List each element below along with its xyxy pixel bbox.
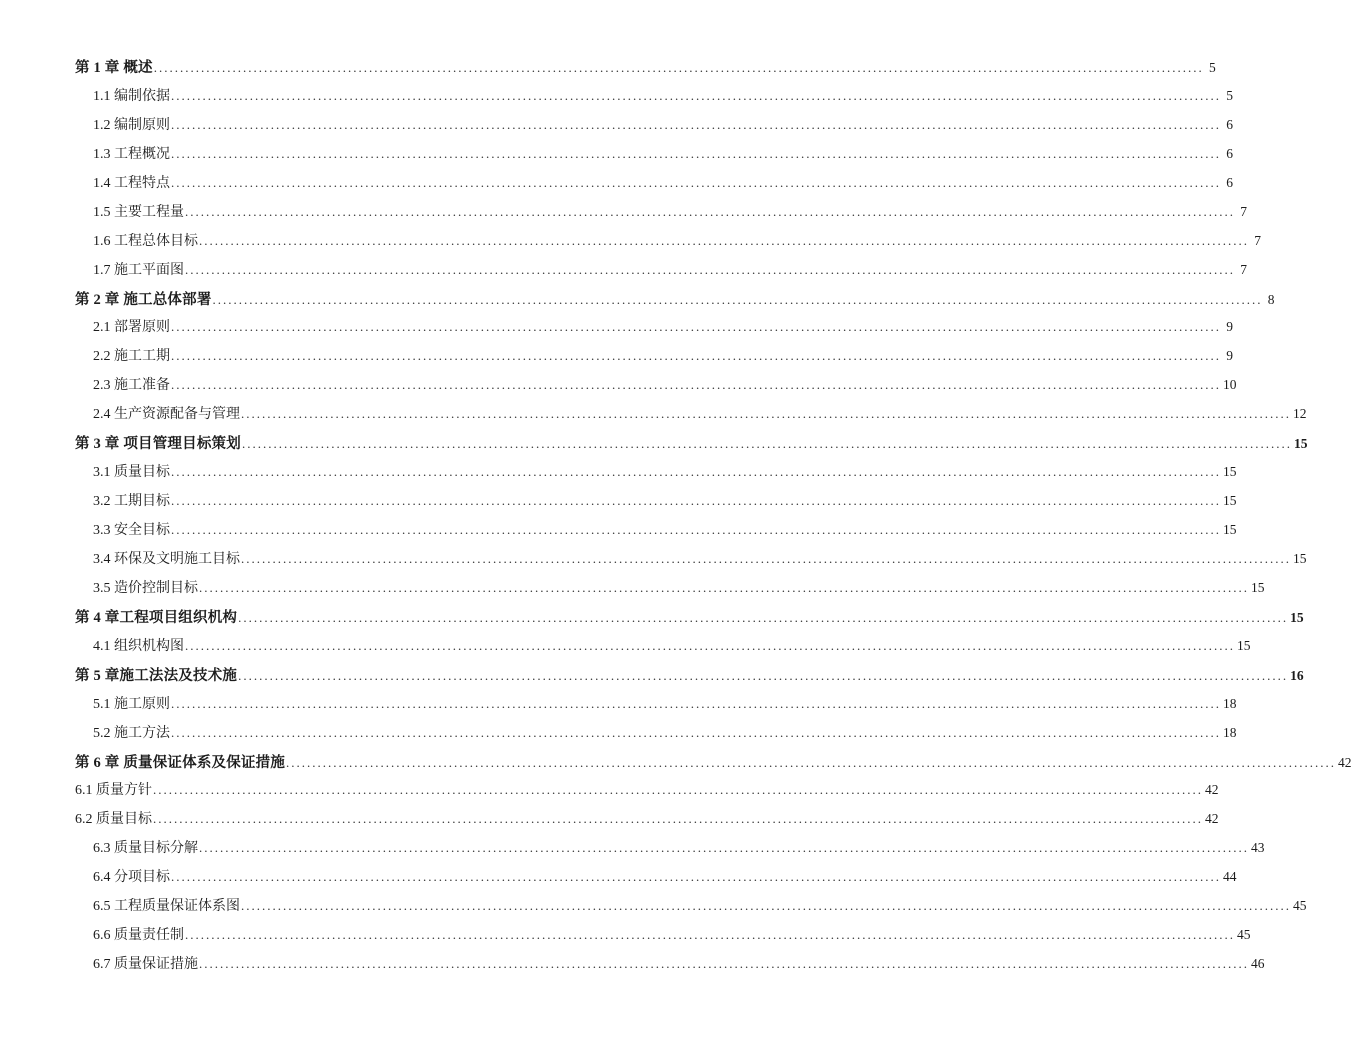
toc-entry-label: 6.5 工程质量保证体系图 xyxy=(93,899,240,915)
dot-leader: ........................................................................................................................................................................................................ xyxy=(171,145,1221,161)
toc-entry-label: 3.3 安全目标 xyxy=(93,523,170,538)
dot-leader: ........................................................................................................................................................................................................ xyxy=(171,724,1221,740)
toc-entry-label: 2.4 生产资源配备与管理 xyxy=(93,407,240,423)
toc-entry[interactable] xyxy=(75,141,1233,170)
toc-entry-page: 15 xyxy=(1223,493,1237,509)
toc-entry[interactable] xyxy=(75,864,1237,893)
toc-entry-page: 15 xyxy=(1293,436,1308,452)
toc-entry[interactable] xyxy=(75,691,1237,720)
toc-entry[interactable] xyxy=(75,199,1247,228)
toc-entry-label: 1.7 施工平面图 xyxy=(93,262,184,278)
toc-entry[interactable] xyxy=(75,112,1233,141)
dot-leader: ........................................................................................................................................................................................................ xyxy=(171,348,1221,364)
dot-leader: ........................................................................................................................................................................................................ xyxy=(212,291,1263,307)
dot-leader: ........................................................................................................................................................................................................ xyxy=(241,436,1292,452)
toc-entry[interactable] xyxy=(75,806,1219,835)
toc-entry[interactable] xyxy=(75,575,1265,604)
dot-leader: ........................................................................................................................................................................................................ xyxy=(171,493,1221,509)
toc-entry[interactable] xyxy=(75,54,1216,83)
toc-entry-page: 16 xyxy=(1290,667,1304,683)
toc-entry-label: 1.5 主要工程量 xyxy=(93,204,184,220)
toc-entry-label: 1.6 工程总体目标 xyxy=(93,233,198,249)
toc-entry[interactable] xyxy=(75,459,1237,488)
toc-entry[interactable] xyxy=(75,343,1233,372)
toc-entry-label: 6.4 分项目标 xyxy=(93,870,170,886)
toc-entry-page: 15 xyxy=(1251,579,1265,595)
toc-entry[interactable] xyxy=(75,922,1251,951)
toc-entry-label: 第 3 章 项目管理目标策划 xyxy=(75,436,241,453)
dot-leader: ........................................................................................................................................................................................................ xyxy=(153,782,1203,798)
toc-entry-page: 42 xyxy=(1205,782,1219,798)
dot-leader: ........................................................................................................................................................................................................ xyxy=(199,956,1249,972)
dot-leader: ........................................................................................................................................................................................................ xyxy=(171,116,1221,132)
dot-leader: ........................................................................................................................................................................................................ xyxy=(185,203,1235,219)
dot-leader: ........................................................................................................................................................................................................ xyxy=(199,579,1249,595)
toc-entry-page: 15 xyxy=(1293,550,1307,566)
toc-entry[interactable] xyxy=(75,633,1251,662)
dot-leader: ........................................................................................................................................................................................................ xyxy=(286,754,1337,770)
toc-entry[interactable] xyxy=(75,604,1304,633)
toc-entry[interactable] xyxy=(75,286,1275,315)
dot-leader: ........................................................................................................................................................................................................ xyxy=(199,840,1249,856)
toc-entry-label: 6.1 质量方针 xyxy=(75,783,152,799)
toc-entry-page: 8 xyxy=(1267,291,1275,307)
toc-entry-label: 2.1 部署原则 xyxy=(93,320,170,336)
toc-entry-page: 7 xyxy=(1240,203,1247,219)
dot-leader: ........................................................................................................................................................................................................ xyxy=(171,87,1221,103)
toc-entry[interactable] xyxy=(75,749,1352,778)
dot-leader: ........................................................................................................................................................................................................ xyxy=(185,637,1235,653)
toc-entry[interactable] xyxy=(75,835,1265,864)
toc-entry-label: 6.3 质量目标分解 xyxy=(93,841,198,857)
dot-leader: ........................................................................................................................................................................................................ xyxy=(171,174,1221,190)
toc-entry-page: 45 xyxy=(1293,898,1307,914)
toc-entry-page: 7 xyxy=(1254,232,1261,248)
toc-entry-label: 1.2 编制原则 xyxy=(93,117,170,133)
toc-entry-page: 15 xyxy=(1223,522,1237,537)
toc-entry-label: 6.2 质量目标 xyxy=(75,812,152,828)
toc-entry-page: 18 xyxy=(1223,695,1237,711)
toc-entry[interactable] xyxy=(75,893,1307,922)
toc-entry-page: 15 xyxy=(1237,637,1251,653)
dot-leader: ........................................................................................................................................................................................................ xyxy=(153,60,1204,75)
toc-entry-page: 9 xyxy=(1226,319,1233,335)
toc-entry-page: 12 xyxy=(1293,406,1307,422)
toc-entry-label: 3.5 造价控制目标 xyxy=(93,580,198,596)
toc-entry[interactable] xyxy=(75,314,1233,343)
toc-entry-page: 5 xyxy=(1226,87,1233,103)
toc-entry-page: 43 xyxy=(1251,840,1265,856)
toc-entry-page: 18 xyxy=(1223,724,1237,740)
toc-entry[interactable] xyxy=(75,662,1304,691)
toc-entry[interactable] xyxy=(75,228,1261,257)
toc-entry-page: 46 xyxy=(1251,956,1265,972)
toc-entry-page: 45 xyxy=(1237,927,1251,943)
dot-leader: ........................................................................................................................................................................................................ xyxy=(153,811,1203,827)
toc-entry-label: 3.1 质量目标 xyxy=(93,465,170,481)
dot-leader: ........................................................................................................................................................................................................ xyxy=(241,550,1291,566)
toc-entry-label: 5.1 施工原则 xyxy=(93,696,170,712)
toc-entry[interactable] xyxy=(75,951,1265,980)
toc-entry-label: 6.7 质量保证措施 xyxy=(93,957,198,973)
toc-entry-label: 第 6 章 质量保证体系及保证措施 xyxy=(75,754,286,771)
toc-entry[interactable] xyxy=(75,372,1237,401)
toc-entry[interactable] xyxy=(75,517,1237,546)
dot-leader: ........................................................................................................................................................................................................ xyxy=(185,927,1235,943)
toc-entry[interactable] xyxy=(75,83,1233,112)
toc-entry-label: 1.1 编制依据 xyxy=(93,88,170,104)
toc-entry[interactable] xyxy=(75,170,1233,199)
toc xyxy=(75,54,1352,980)
toc-entry-label: 第 2 章 施工总体部署 xyxy=(75,291,212,308)
toc-entry-label: 3.2 工期目标 xyxy=(93,494,170,510)
toc-entry-label: 第 5 章施工法法及技术施 xyxy=(75,667,238,684)
toc-entry-page: 15 xyxy=(1223,464,1237,480)
dot-leader: ........................................................................................................................................................................................................ xyxy=(171,522,1221,537)
toc-entry-label: 2.3 施工准备 xyxy=(93,378,170,394)
toc-entry-label: 5.2 施工方法 xyxy=(93,725,170,741)
toc-entry[interactable] xyxy=(75,257,1247,286)
toc-entry-page: 10 xyxy=(1223,377,1237,393)
toc-entry[interactable] xyxy=(75,777,1219,806)
toc-entry-page: 44 xyxy=(1223,869,1237,885)
dot-leader: ........................................................................................................................................................................................................ xyxy=(171,464,1221,480)
toc-entry[interactable] xyxy=(75,488,1237,517)
toc-entry[interactable] xyxy=(75,430,1308,459)
dot-leader: ........................................................................................................................................................................................................ xyxy=(171,695,1221,711)
toc-entry-label: 6.6 质量责任制 xyxy=(93,928,184,944)
toc-entry-page: 42 xyxy=(1205,811,1219,827)
toc-entry-label: 第 4 章工程项目组织机构 xyxy=(75,609,238,626)
toc-entry-page: 6 xyxy=(1226,145,1233,161)
toc-entry-label: 1.3 工程概况 xyxy=(93,146,170,162)
toc-entry-page: 5 xyxy=(1208,60,1216,75)
dot-leader: ........................................................................................................................................................................................................ xyxy=(185,261,1235,277)
toc-entry-label: 第 1 章 概述 xyxy=(75,60,153,76)
toc-entry[interactable] xyxy=(75,546,1307,575)
dot-leader: ........................................................................................................................................................................................................ xyxy=(171,869,1221,885)
toc-entry-page: 9 xyxy=(1226,348,1233,364)
toc-entry-label: 2.2 施工工期 xyxy=(93,349,170,365)
toc-entry-page: 7 xyxy=(1240,261,1247,277)
toc-entry[interactable] xyxy=(75,401,1307,430)
toc-entry[interactable] xyxy=(75,720,1237,749)
toc-entry-label: 3.4 环保及文明施工目标 xyxy=(93,551,240,567)
toc-entry-label: 1.4 工程特点 xyxy=(93,175,170,191)
toc-entry-page: 42 xyxy=(1338,754,1352,770)
dot-leader: ........................................................................................................................................................................................................ xyxy=(238,667,1289,683)
dot-leader: ........................................................................................................................................................................................................ xyxy=(199,232,1249,248)
dot-leader: ........................................................................................................................................................................................................ xyxy=(171,377,1221,393)
dot-leader: ........................................................................................................................................................................................................ xyxy=(241,898,1291,914)
dot-leader: ........................................................................................................................................................................................................ xyxy=(241,406,1291,422)
toc-entry-page: 6 xyxy=(1226,174,1233,190)
dot-leader: ........................................................................................................................................................................................................ xyxy=(238,609,1289,625)
toc-entry-page: 6 xyxy=(1226,116,1233,132)
dot-leader: ........................................................................................................................................................................................................ xyxy=(171,319,1221,335)
toc-entry-label: 4.1 组织机构图 xyxy=(93,638,184,654)
toc-entry-page: 15 xyxy=(1290,609,1304,625)
